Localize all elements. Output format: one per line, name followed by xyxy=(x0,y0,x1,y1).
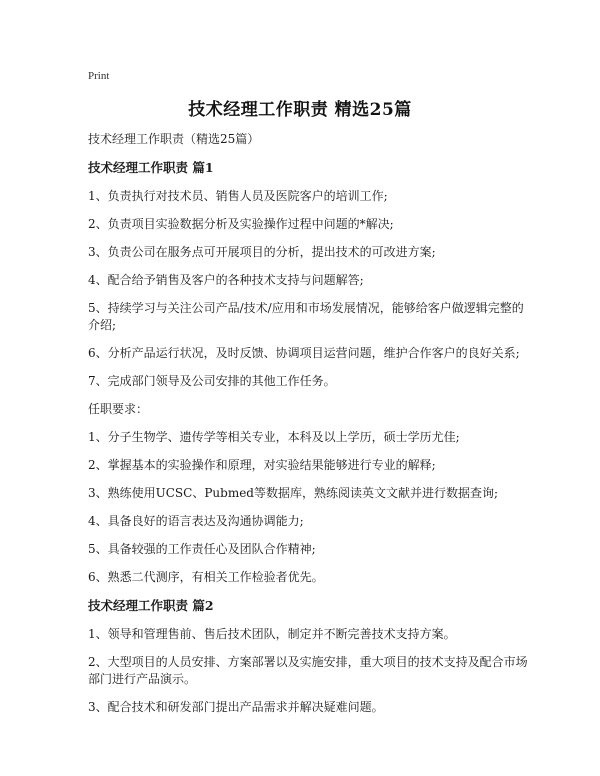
document-title: 技术经理工作职责 精选25篇 xyxy=(188,100,412,120)
duty-item: 2、负责项目实验数据分析及实验操作过程中问题的*解决; xyxy=(88,217,394,231)
duty-item: 5、持续学习与关注公司产品/技术/应用和市场发展情况，能够给客户做逻辑完整的介绍; xyxy=(88,301,524,332)
section-heading-1: 技术经理工作职责 篇1 xyxy=(88,160,214,175)
duty-item: 2、大型项目的人员安排、方案部署以及实施安排，重大项目的技术支持及配合市场部门进行产品演示。 xyxy=(88,655,528,686)
duty-item: 4、配合给予销售及客户的各种技术支持与问题解答; xyxy=(88,273,364,287)
document-body xyxy=(88,130,528,727)
duty-item: 1、领导和管理售前、售后技术团队，制定并不断完善技术支持方案。 xyxy=(88,627,456,641)
requirements-label: 任职要求： xyxy=(88,402,149,416)
duty-item: 7、完成部门领导及公司安排的其他工作任务。 xyxy=(88,374,336,388)
section-heading-2: 技术经理工作职责 篇2 xyxy=(88,598,214,613)
print-label: Print xyxy=(88,70,110,82)
document-subtitle: 技术经理工作职责（精选25篇） xyxy=(88,132,260,146)
requirement-item: 5、具备较强的工作责任心及团队合作精神; xyxy=(88,542,316,556)
duty-item: 6、分析产品运行状况，及时反馈、协调项目运营问题，维护合作客户的良好关系; xyxy=(88,346,520,360)
requirement-item: 1、分子生物学、遗传学等相关专业，本科及以上学历，硕士学历尤佳; xyxy=(88,430,460,444)
requirement-item: 6、熟悉二代测序，有相关工作检验者优先。 xyxy=(88,570,324,584)
duty-item: 3、配合技术和研发部门提出产品需求并解决疑难问题。 xyxy=(88,700,384,714)
duty-item: 3、负责公司在服务点可开展项目的分析，提出技术的可改进方案; xyxy=(88,245,436,259)
duty-item: 1、负责执行对技术员、销售人员及医院客户的培训工作; xyxy=(88,189,388,203)
requirement-item: 3、熟练使用UCSC、Pubmed等数据库，熟练阅读英文文献并进行数据查询; xyxy=(88,486,499,500)
requirement-item: 4、具备良好的语言表达及沟通协调能力; xyxy=(88,514,304,528)
requirement-item: 2、掌握基本的实验操作和原理，对实验结果能够进行专业的解释; xyxy=(88,458,436,472)
